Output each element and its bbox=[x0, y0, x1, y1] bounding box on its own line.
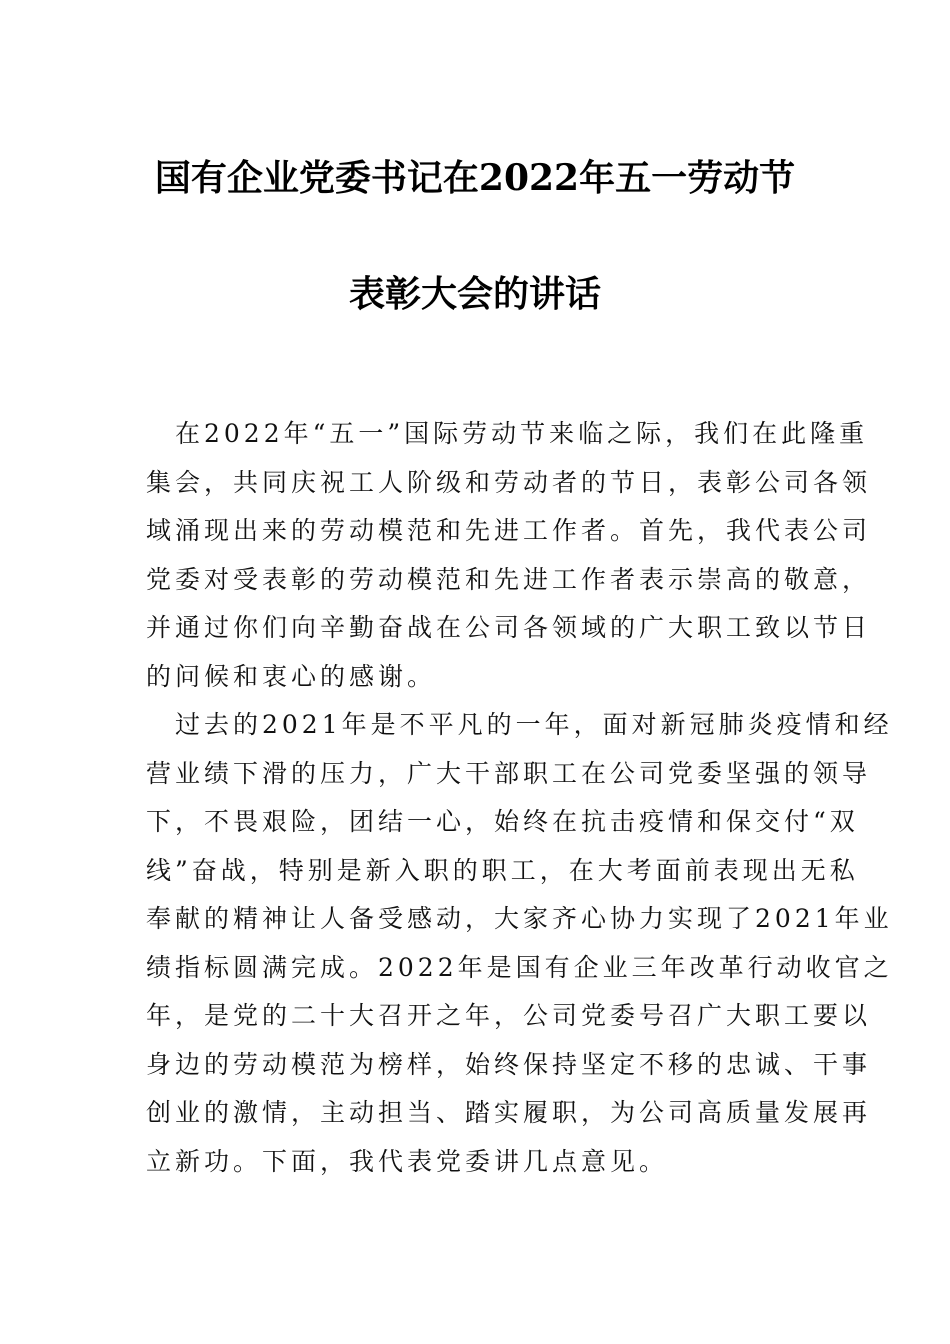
paragraph-1 bbox=[146, 410, 872, 701]
text-line: 年，是党的二十大召开之年，公司党委号召广大职工要以 bbox=[146, 1001, 872, 1030]
text-line: 集会，共同庆祝工人阶级和劳动者的节日，表彰公司各领 bbox=[146, 467, 872, 497]
text-line: 奉献的精神让人备受感动，大家齐心协力实现了2021年业 bbox=[146, 904, 893, 933]
text-line: 的问候和衷心的感谢。 bbox=[146, 661, 437, 691]
document-title-line-1: 国有企业党委书记在2022年五一劳动节 bbox=[154, 157, 796, 199]
text-line: 营业绩下滑的压力，广大干部职工在公司党委坚强的领导 bbox=[146, 758, 872, 788]
text-line: 身边的劳动模范为榜样，始终保持坚定不移的忠诚、干事 bbox=[146, 1049, 872, 1079]
text-line: 立新功。下面，我代表党委讲几点意见。 bbox=[146, 1146, 669, 1176]
text-line: 过去的2021年是不平凡的一年，面对新冠肺炎疫情和经 bbox=[146, 710, 893, 739]
text-line: 域涌现出来的劳动模范和先进工作者。首先，我代表公司 bbox=[146, 516, 872, 545]
text-line: 线”奋战，特别是新入职的职工，在大考面前表现出无私 bbox=[146, 855, 859, 885]
text-line: 在2022年“五一”国际劳动节来临之际，我们在此隆重 bbox=[146, 419, 869, 448]
document-title-line-2: 表彰大会的讲话 bbox=[348, 273, 601, 315]
text-line: 创业的激情，主动担当、踏实履职，为公司高质量发展再 bbox=[146, 1098, 872, 1127]
document-body bbox=[146, 410, 893, 1186]
text-line: 绩指标圆满完成。2022年是国有企业三年改革行动收官之 bbox=[146, 952, 893, 982]
paragraph-2 bbox=[146, 701, 893, 1186]
text-line: 下，不畏艰险，团结一心，始终在抗击疫情和保交付“双 bbox=[146, 807, 859, 836]
text-line: 党委对受表彰的劳动模范和先进工作者表示崇高的敬意， bbox=[146, 564, 872, 594]
text-line: 并通过你们向辛勤奋战在公司各领域的广大职工致以节日 bbox=[146, 613, 872, 642]
